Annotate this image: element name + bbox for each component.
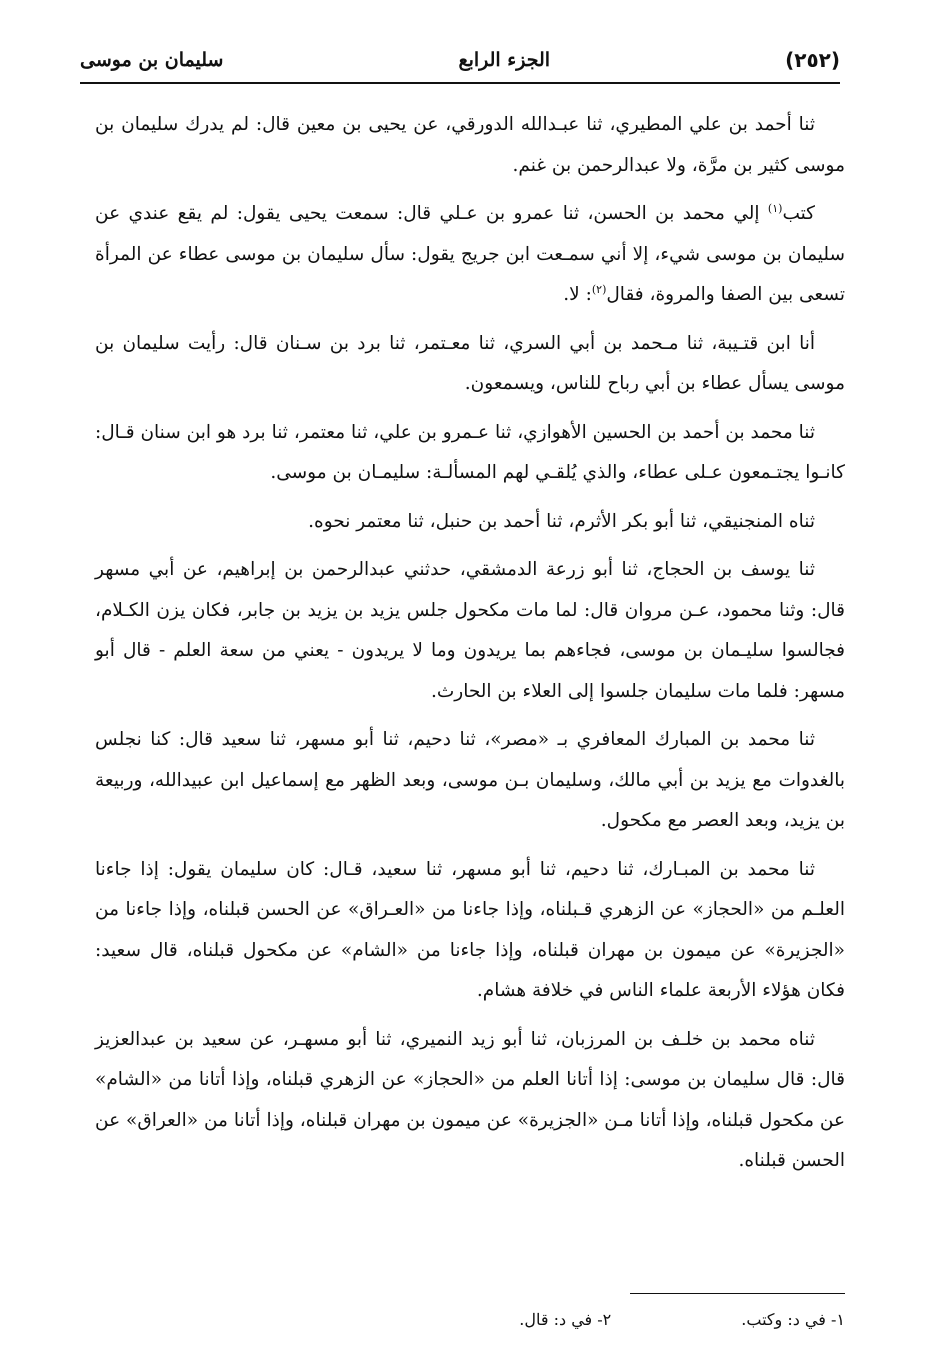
paragraph-1 [95,105,845,186]
paragraph-2 [95,194,845,316]
paragraph-text: ثناه محمد بن خلـف بن المرزبان، ثنا أبو زيد النميري، ثنا أبو مسهـر، عن سعيد بن عبدالعزيز قال: قال سليمان بن موسى: إذا أتانا العلم من «الحجاز» عن الزهري قبلناه، وإذا أتانا من «الشام» عن مكحول قبلناه، وإذا أتانا مـن «الجزيرة» عن ميمون بن مهران قبلناه، وإذا أتانا من «العراق» عن الحسن قبلناه. [95,1028,845,1171]
page-number: (٢٥٢) [785,48,840,72]
paragraph-7 [95,720,845,842]
footnotes [300,1310,845,1336]
footnote-marker-1: (١) [767,201,783,215]
paragraph-text: أنا ابن قتـيبة، ثنا مـحمد بن أبي السري، ثنا معـتمر، ثنا برد بن سـنان قال: رأيت سليمان بن موسى يسأل عطاء بن أبي رباح للناس، ويسمعون. [95,332,845,394]
paragraph-text: : لا. [563,284,592,305]
paragraph-text: ثناه المنجنيقي، ثنا أبو بكر الأثرم، ثنا أحمد بن حنبل، ثنا معتمر نحوه. [308,510,815,532]
paragraph-text: كتب [782,203,815,224]
footnote-rule [630,1293,845,1294]
paragraph-3 [95,324,845,405]
footnote-1: ١- في د: وكتب. [741,1310,845,1329]
running-header [80,40,840,80]
paragraph-text: ثنا أحمد بن علي المطيري، ثنا عبـدالله الدورقي، عن يحيى بن معين قال: لم يدرك سليمان بن موسى كثير بن مرَّة، ولا عبدالرحمن بن غنم. [95,114,845,176]
paragraph-text: إلي محمد بن الحسن، ثنا عمرو بن عـلي قال: سمعت يحيى يقول: لم يقع عندي عن سليمان بن موسى شيء، إلا أني سمـعت ابن جريج يقول: سأل سليمان بن موسى عطاء عن المرأة تسعى بين الصفا والمروة، فقال [95,203,845,305]
paragraph-text: ثنا يوسف بن الحجاج، ثنا أبو زرعة الدمشقي، حدثني عبدالرحمن بن إبراهيم، عن أبي مسهر قال: وثنا محمود، عـن مروان قال: لما مات مكحول جلس يزيد بن يزيد بن جابر، فكان يزن الكـلام، فجالسوا سليـمان بن موسى، فجاءهم بما يريدون وما لا يريدون - يعني من سعة العلم - قال أبو مسهر: فلما مات سليمان جلسوا إلى العلاء بن الحارث. [95,559,845,702]
main-text [95,105,845,1190]
paragraph-5 [95,502,845,543]
paragraph-9 [95,1020,845,1182]
paragraph-4 [95,413,845,494]
footnote-2: ٢- في د: قال. [519,1310,612,1329]
part-title: الجزء الرابع [458,49,551,71]
paragraph-text: ثنا محمد بن المبـارك، ثنا دحيم، ثنا أبو مسهر، ثنا سعيد، قـال: كان سليمان يقول: إذا جاءنا العلـم من «الحجاز» عن الزهري قـبلناه، وإذا جاءنا من «العـراق» عن الحسن قبلناه، وإذا جاءنا من «الجزيرة» عن ميمون بن مهران قبلناه، وإذا جاءنا من «الشام» عن مكحول قبلناه، قال سعيد: فكان هؤلاء الأربعة علماء الناس في خلافة هشام. [95,858,845,1001]
footnote-marker-2: (٢) [591,282,607,296]
paragraph-8 [95,850,845,1012]
header-rule [80,82,840,84]
chapter-subject: سليمان بن موسى [80,49,224,71]
paragraph-text: ثنا محمد بن المبارك المعافري بـ «مصر»، ثنا دحيم، ثنا أبو مسهر، ثنا سعيد قال: كنا نجلس بالغدوات مع يزيد بن أبي مالك، وسليمان بـن موسى، وبعد الظهر مع إسماعيل ابن عبيدالله، وربيعة بن يزيد، وبعد العصر مع مكحول. [95,729,845,831]
paragraph-6 [95,550,845,712]
paragraph-text: ثنا محمد بن أحمد بن الحسين الأهوازي، ثنا عـمرو بن علي، ثنا معتمر، ثنا برد هو ابن سنان قـال: كانـوا يجتـمعون عـلى عطاء، والذي يُلقـي لهم المسألـة: سليمـان بن موسى. [95,421,845,483]
